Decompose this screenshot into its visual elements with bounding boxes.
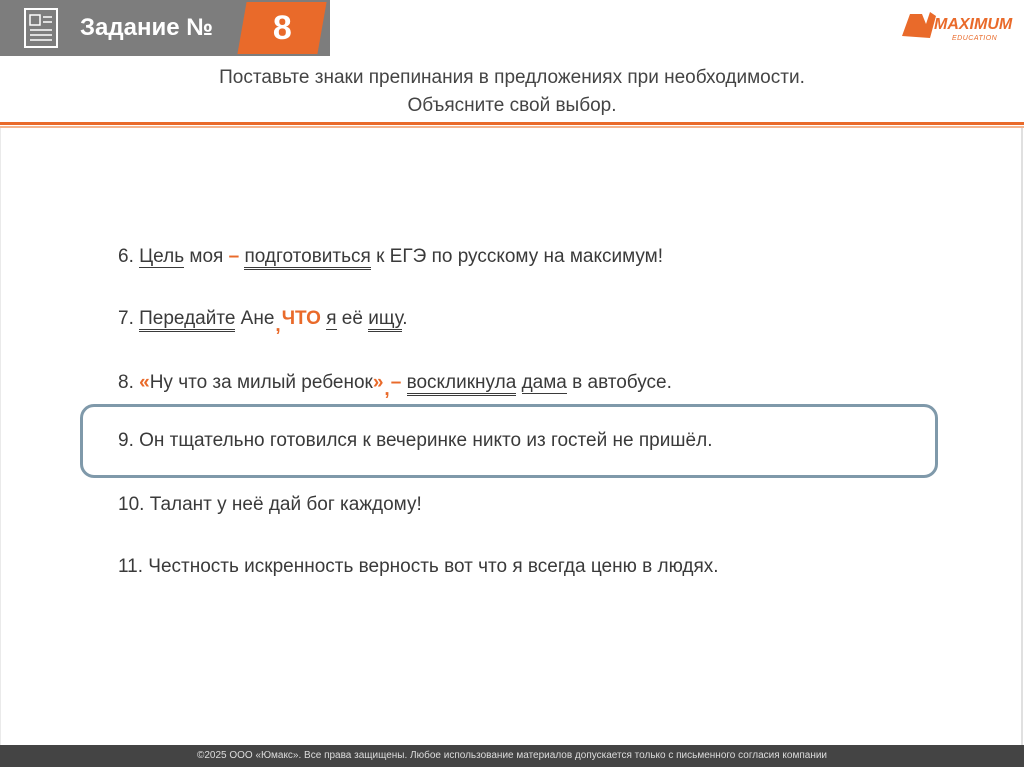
predicate: воскликнула [407,372,517,396]
sentence-text: к ЕГЭ по русскому на максимум! [370,246,663,267]
instruction [0,64,1024,120]
sentence-9: 9. Он тщательно готовился к вечеринке никто из гостей не пришёл. [118,430,713,451]
logo-subtext: EDUCATION [952,35,998,42]
sentence-text [516,372,521,393]
sentence-7 [118,308,408,336]
sentence-text: . [402,308,408,329]
task-number: 8 [272,8,292,47]
sentence-6 [118,246,663,268]
quote-close: » [372,372,384,393]
sentence-number: 6. [118,246,140,267]
subject: я [326,308,337,329]
sentence-text: её [336,308,369,329]
logo-text: MAXIMUM [934,16,1013,33]
direct-speech: Ну что за милый ребенок [149,372,373,393]
sentence-10: 10. Талант у неё дай бог каждому! [118,494,422,515]
sentence-text: в автобусе. [566,372,672,393]
subject: Цель [139,246,185,267]
header-divider [0,122,1024,125]
subject: дама [521,372,567,393]
conjunction: ЧТО [281,308,321,329]
sentence-text: моя [184,246,229,267]
sentence-11: 11. Честность искренность верность вот что я всегда ценю в людях. [118,556,719,577]
comma-mark: , [384,379,390,400]
instruction-line-2: Объясните свой выбор. [407,95,617,116]
predicate: подготовиться [244,246,370,270]
predicate: ищу [368,308,402,332]
sentence-number: 7. [118,308,140,329]
predicate: Передайте [139,308,235,332]
sentence-text: Ане [235,308,275,329]
comma-mark: , [275,315,281,336]
quote-open: « [139,372,150,393]
document-icon [24,8,58,48]
footer-copyright: ©2025 ООО «Юмакс». Все права защищены. Любое использование материалов допускается только с письменного согласия компании [0,745,1024,767]
dash-mark: – [390,372,402,393]
sentence-text [401,372,406,393]
sentence-number: 8. [118,372,140,393]
task-label: Задание № [80,14,213,41]
sentence-8 [118,372,672,400]
instruction-line-1: Поставьте знаки препинания в предложениях при необходимости. [219,67,805,88]
task-number-badge [237,2,326,54]
dash-mark: – [228,246,240,267]
